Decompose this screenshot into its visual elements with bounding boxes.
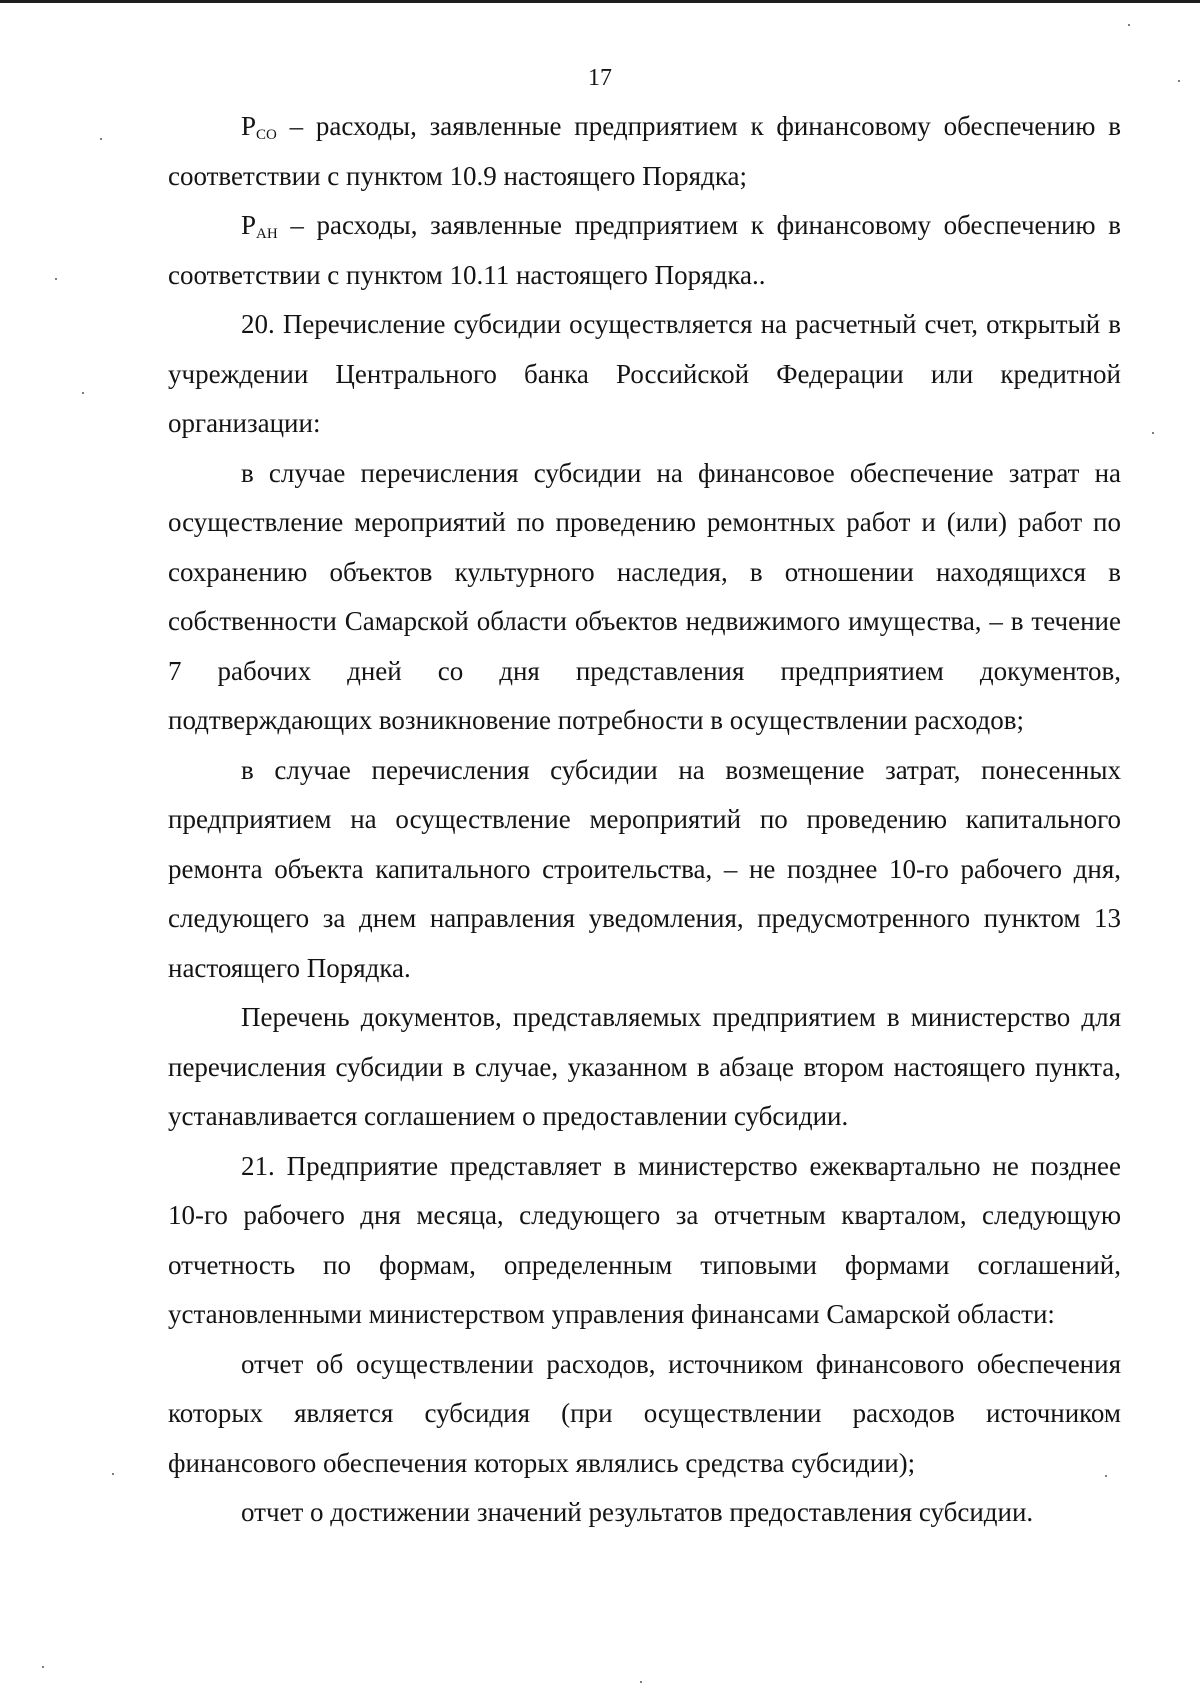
paragraph-text: – расходы, заявленные предприятием к финансовому обеспечению в соответствии с пунктом 10.11 настоящего Порядка.. — [168, 210, 1121, 290]
paragraph-item-21: 21. Предприятие представляет в министерство ежеквартально не позднее 10-го рабочего дня месяца, следующего за отчетным кварталом, следующую отчетность по формам, определенным типовыми формами соглашений, установленными министерством управления финансами Самарской области: — [168, 1150, 1121, 1329]
paragraph-expense-report: отчет об осуществлении расходов, источником финансового обеспечения которых является субсидия (при осуществлении расходов источником финансового обеспечения которых являлись средства субсидии); — [168, 1348, 1121, 1478]
scan-speck — [1152, 432, 1154, 434]
scan-speck — [55, 278, 57, 280]
scan-speck — [1178, 80, 1180, 82]
scan-speck — [1105, 1475, 1107, 1477]
paragraph-expense-pco — [168, 102, 1121, 201]
symbol-subscript: CO — [256, 127, 277, 143]
symbol-p: P — [241, 210, 257, 240]
paragraph-expense-pah — [168, 201, 1121, 300]
scan-speck — [1128, 24, 1130, 26]
symbol-p: P — [241, 111, 257, 141]
paragraph-compensation: в случае перечисления субсидии на возмещение затрат, понесенных предприятием на осуществление мероприятий по проведению капитального ремонта объекта капитального строительства, – не позднее 10-го рабочего дня, следующего за днем направления уведомления, предусмотренного пунктом 13 настоящего Порядка. — [168, 754, 1121, 983]
document-body — [168, 102, 1121, 1538]
scan-speck — [640, 1681, 642, 1683]
scan-speck — [112, 1473, 114, 1475]
symbol-subscript: AH — [256, 226, 278, 242]
scan-speck — [42, 1666, 44, 1668]
paragraph-document-list: Перечень документов, представляемых предприятием в министерство для перечисления субсидии в случае, указанном в абзаце втором настоящего пункта, устанавливается соглашением о предоставлении субсидии. — [168, 1002, 1121, 1131]
paragraph-results-report: отчет о достижении значений результатов предоставления субсидии. — [241, 1497, 1034, 1527]
paragraph-repair-works: в случае перечисления субсидии на финансовое обеспечение затрат на осуществление мероприятий по проведению ремонтных работ и (или) работ по сохранению объектов культурного наследия, в отношении находящихся в собственности Самарской области объектов недвижимого имущества, – в течение 7 рабочих дней со дня представления предприятием документов, подтверждающих возникновение потребности в осуществлении расходов; — [168, 457, 1121, 735]
page-number: 17 — [588, 65, 612, 91]
scan-speck — [82, 392, 84, 394]
scan-speck — [100, 138, 102, 140]
top-border-line — [0, 0, 1200, 3]
paragraph-item-20: 20. Перечисление субсидии осуществляется на расчетный счет, открытый в учреждении Центрального банка Российской Федерации или кредитной организации: — [168, 309, 1121, 438]
paragraph-text: – расходы, заявленные предприятием к финансовому обеспечению в соответствии с пунктом 10.9 настоящего Порядка; — [168, 111, 1121, 191]
